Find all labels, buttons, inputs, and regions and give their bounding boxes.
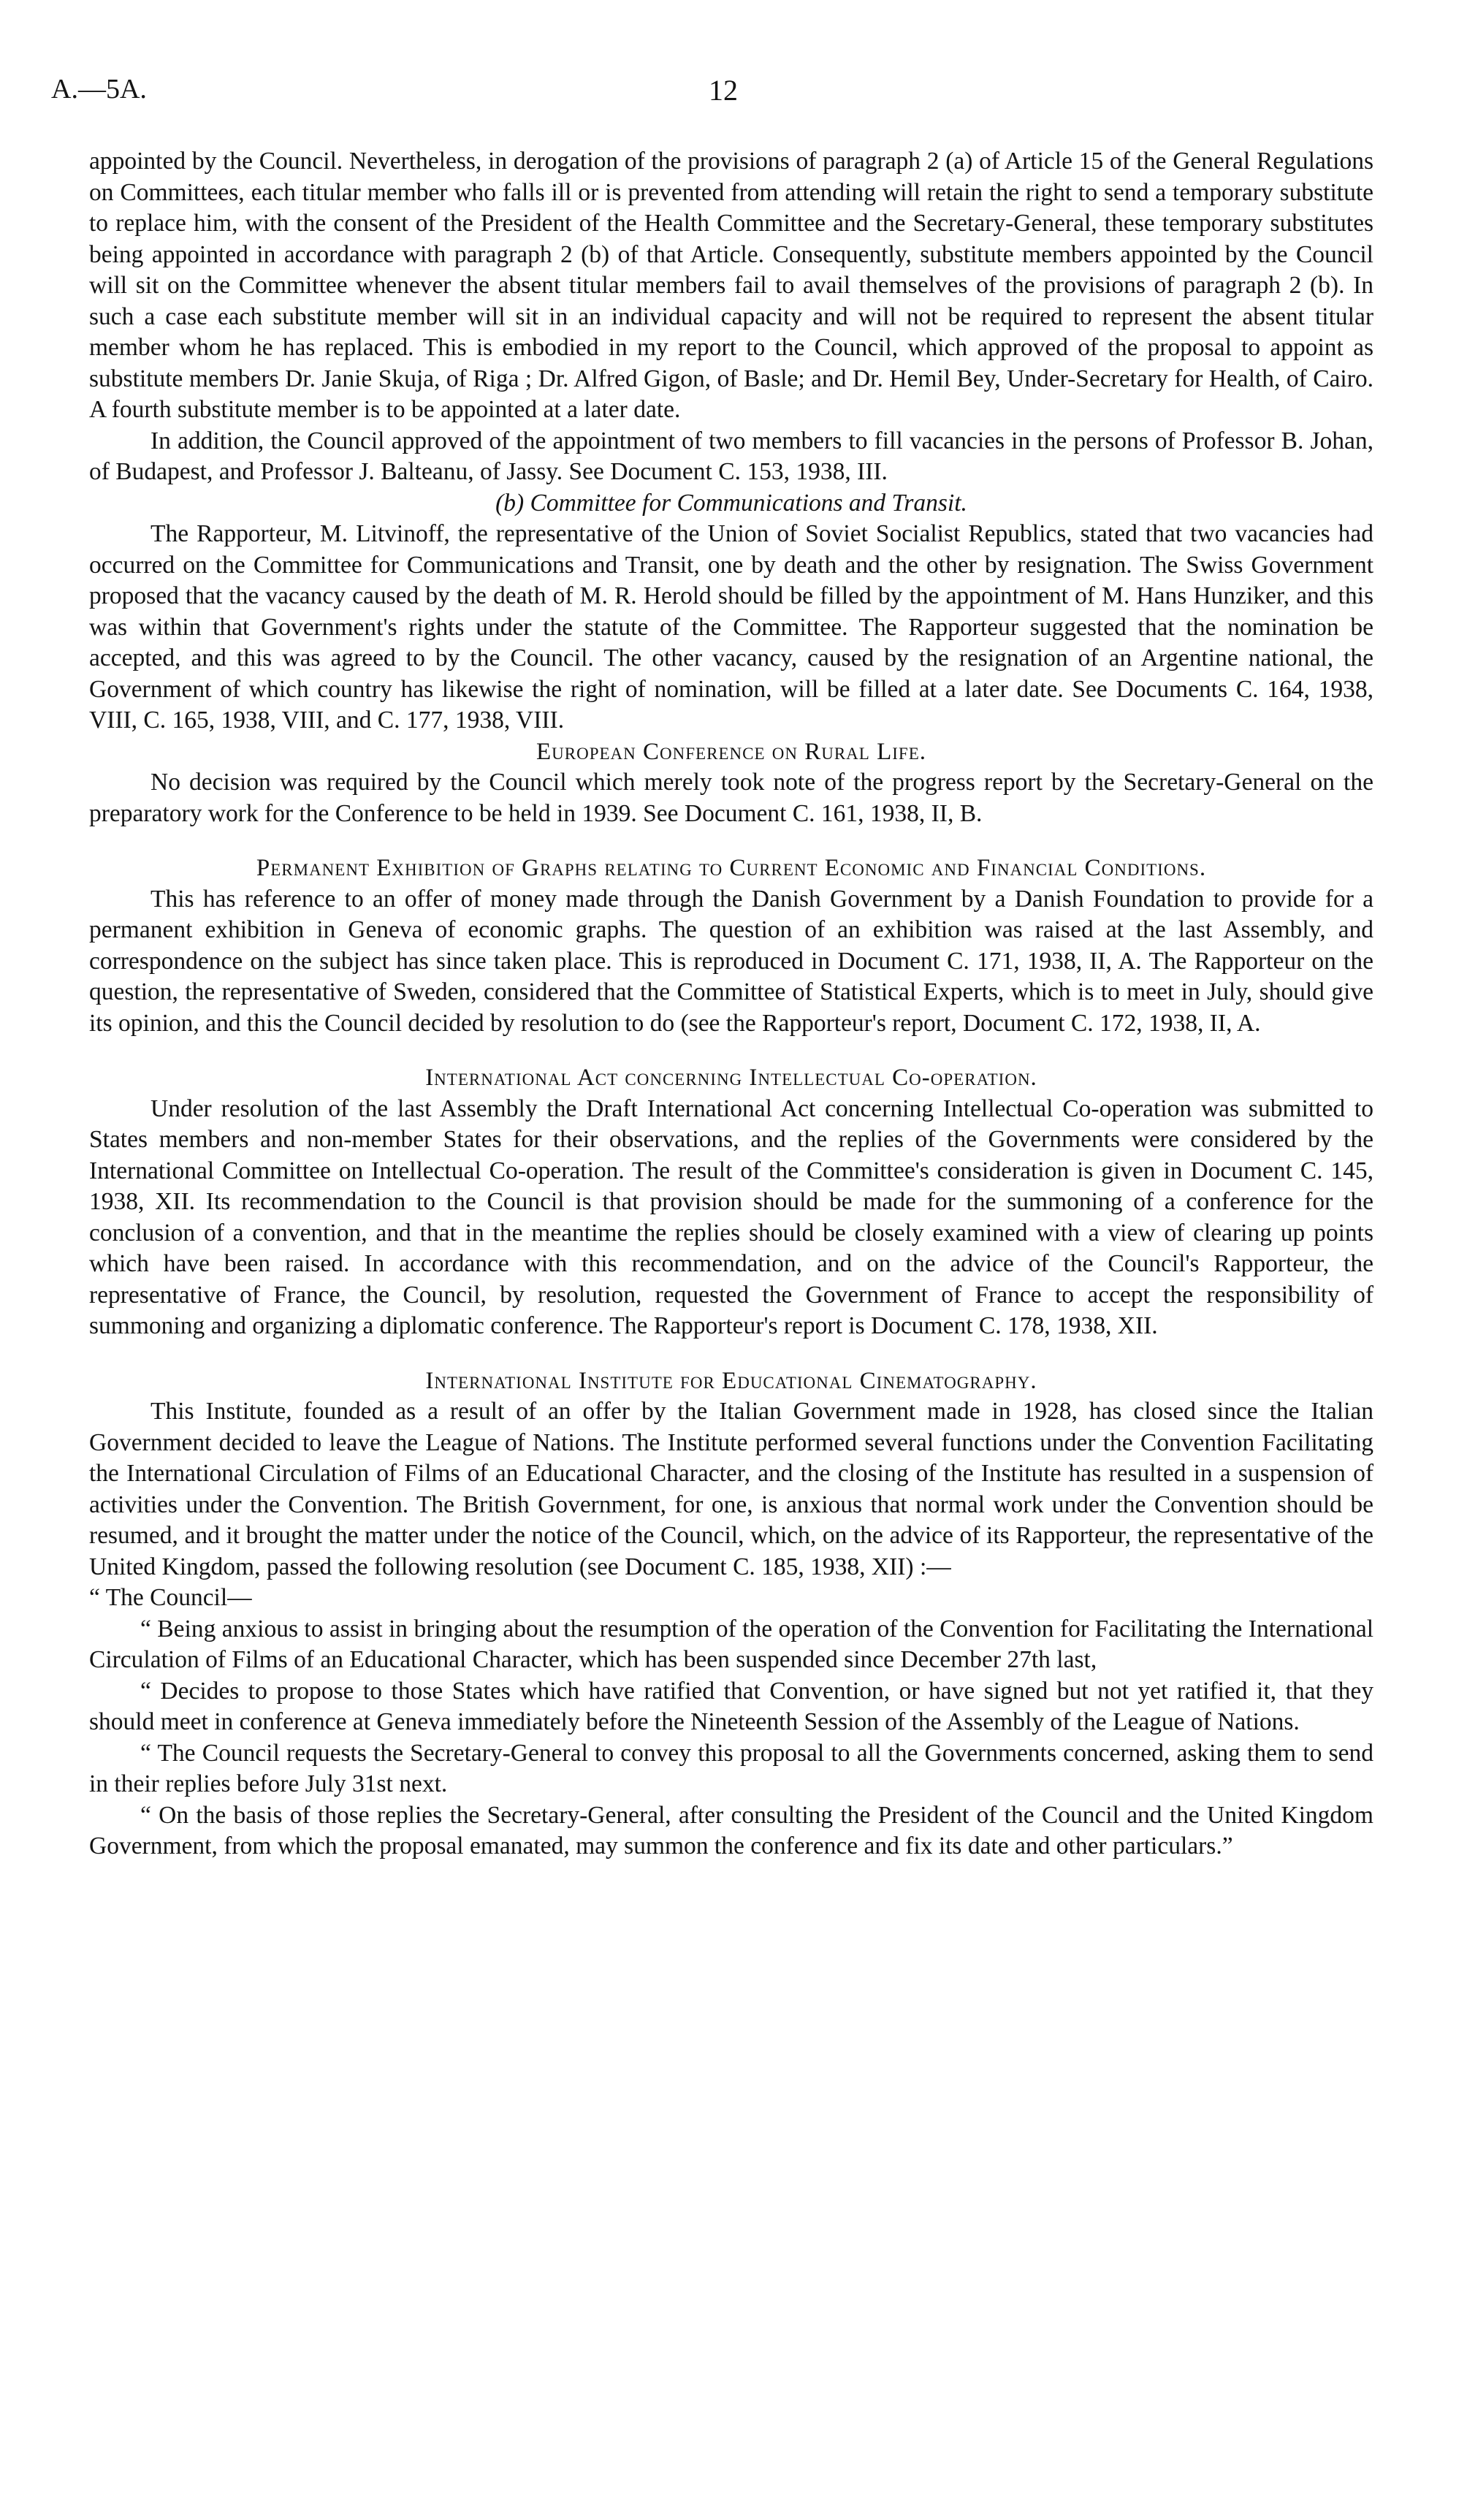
paragraph-communications-transit: The Rapporteur, M. Litvinoff, the representative of the Union of Soviet Socialist Republics, stated that two vacancies had occurred on the Committee for Communications and Transit, one by death and the other by resignation. The Swiss Government proposed that the vacancy caused by the death of M. R. Herold should be filled by the appointment of M. Hans Hunziker, and this was within that Government's rights under the statute of the Committee. The Rapporteur suggested that the nomination be accepted, and this was agreed to by the Council. The other vacancy, caused by the resignation of an Argentine national, the Government of which country has likewise the right of nomination, will be filled at a later date. See Documents C. 164, 1938, VIII, C. 165, 1938, VIII, and C. 177, 1938, VIII. <box>89 520 1373 734</box>
section-heading-educational-cinematography <box>89 1366 1373 1397</box>
section-heading-communications-transit: (b) Committee for Communications and Transit. <box>495 489 967 517</box>
paragraph-educational-cinematography: This Institute, founded as a result of an offer by the Italian Government made in 1928, has closed since the Italian Government decided to leave the League of Nations. The Institute performed several functions under the Convention Facilitating the International Circulation of Films of an Educational Character, and the closing of the Institute has resulted in a suspension of activities under the Convention. The British Government, for one, is anxious that normal work under the Convention should be resumed, and it brought the matter under the notice of the Council, which, on the advice of its Rapporteur, the representative of the United Kingdom, passed the following resolution (see Document C. 185, 1938, XII) :— <box>89 1398 1373 1580</box>
resolution-paragraph-4: “ On the basis of those replies the Secretary-General, after consulting the President of the Council and the United Kingdom Government, from which the proposal emanated, may summon the conference and fix its date and other particulars.” <box>89 1801 1373 1859</box>
section-heading-graphs-exhibition-text: Permanent Exhibition of Graphs relating to Current Economic and Financial Conditions. <box>256 855 1207 881</box>
section-heading-rural-life <box>89 736 1373 768</box>
paragraph-graphs-exhibition: This has reference to an offer of money made through the Danish Government by a Danish Foundation to provide for a permanent exhibition in Geneva of economic graphs. The question of an exhibition was raised at the last Assembly, and correspondence on the subject has since taken place. This is reproduced in Document C. 171, 1938, II, A. The Rapporteur on the question, the representative of Sweden, considered that the Committee of Statistical Experts, which is to meet in July, should give its opinion, and this the Council decided by resolution to do (see the Rapporteur's report, Document C. 172, 1938, II, A. <box>89 885 1373 1037</box>
resolution-paragraph-3: “ The Council requests the Secretary-General to convey this proposal to all the Governments concerned, asking them to send in their replies before July 31st next. <box>89 1739 1373 1797</box>
body-text <box>89 146 1373 1862</box>
resolution-paragraph-2: “ Decides to propose to those States which have ratified that Convention, or have signed but not yet ratified it, that they should meet in conference at Geneva immediately before the Nineteenth Session of the Assembly of the League of Nations. <box>89 1677 1373 1735</box>
section-heading-educational-cinematography-text: International Institute for Educational Cinematography. <box>425 1367 1037 1394</box>
document-reference: A.—5A. <box>51 74 147 104</box>
paragraph-intellectual-cooperation: Under resolution of the last Assembly the Draft International Act concerning Intellectual Co-operation was submitted to States members and non-member States for their observations, and the replies of the Governments were considered by the International Committee on Intellectual Co-operation. The result of the Committee's consideration is given in Document C. 145, 1938, XII. Its recommendation to the Council is that provision should be made for the summoning of a conference for the conclusion of a convention, and that in the meantime the replies should be closely examined with a view of clearing up points which have been raised. In accordance with this recommendation, and on the advice of the Council's Rapporteur, the representative of France, the Council, by resolution, requested the Government of France to accept the responsibility of summoning and organizing a diplomatic conference. The Rapporteur's report is Document C. 178, 1938, XII. <box>89 1095 1373 1339</box>
page-header <box>51 73 1395 117</box>
section-heading-intellectual-cooperation <box>89 1062 1373 1094</box>
section-heading-intellectual-cooperation-text: International Act concerning Intellectual Co-operation. <box>425 1065 1037 1091</box>
resolution-paragraph-1: “ Being anxious to assist in bringing about the resumption of the operation of the Convention for Facilitating the International Circulation of Films of an Educational Character, which has been suspended since December 27th last, <box>89 1615 1373 1673</box>
paragraph-appointment-members: In addition, the Council approved of the appointment of two members to fill vacancies in the persons of Professor B. Johan, of Budapest, and Professor J. Balteanu, of Jassy. See Document C. 153, 1938, III. <box>89 427 1373 485</box>
section-heading-graphs-exhibition <box>89 853 1373 884</box>
paragraph-substitute-members: appointed by the Council. Nevertheless, in derogation of the provisions of paragraph 2 (a) of Article 15 of the General Regulations on Committees, each titular member who falls ill or is prevented from attending will retain the right to send a temporary substitute to replace him, with the consent of the President of the Health Committee and the Secretary-General, these temporary substitutes being appointed in accordance with paragraph 2 (b) of that Article. Consequently, substitute members appointed by the Council will sit on the Committee whenever the absent titular members fail to avail themselves of the provisions of paragraph 2 (b). In such a case each substitute member will sit in an individual capacity and will not be required to represent the absent titular member whom he has replaced. This is embodied in my report to the Council, which approved of the proposal to appoint as substitute members Dr. Janie Skuja, of Riga ; Dr. Alfred Gigon, of Basle; and Dr. Hemil Bey, Under-Secretary for Health, of Cairo. A fourth substitute member is to be appointed at a later date. <box>89 148 1373 423</box>
resolution-intro: “ The Council— <box>89 1584 252 1611</box>
section-heading-rural-life-text: European Conference on Rural Life. <box>536 738 926 765</box>
page-number: 12 <box>709 74 738 107</box>
paragraph-rural-life: No decision was required by the Council which merely took note of the progress report by the Secretary-General on the preparatory work for the Conference to be held in 1939. See Document C. 161, 1938, II, B. <box>89 769 1373 827</box>
